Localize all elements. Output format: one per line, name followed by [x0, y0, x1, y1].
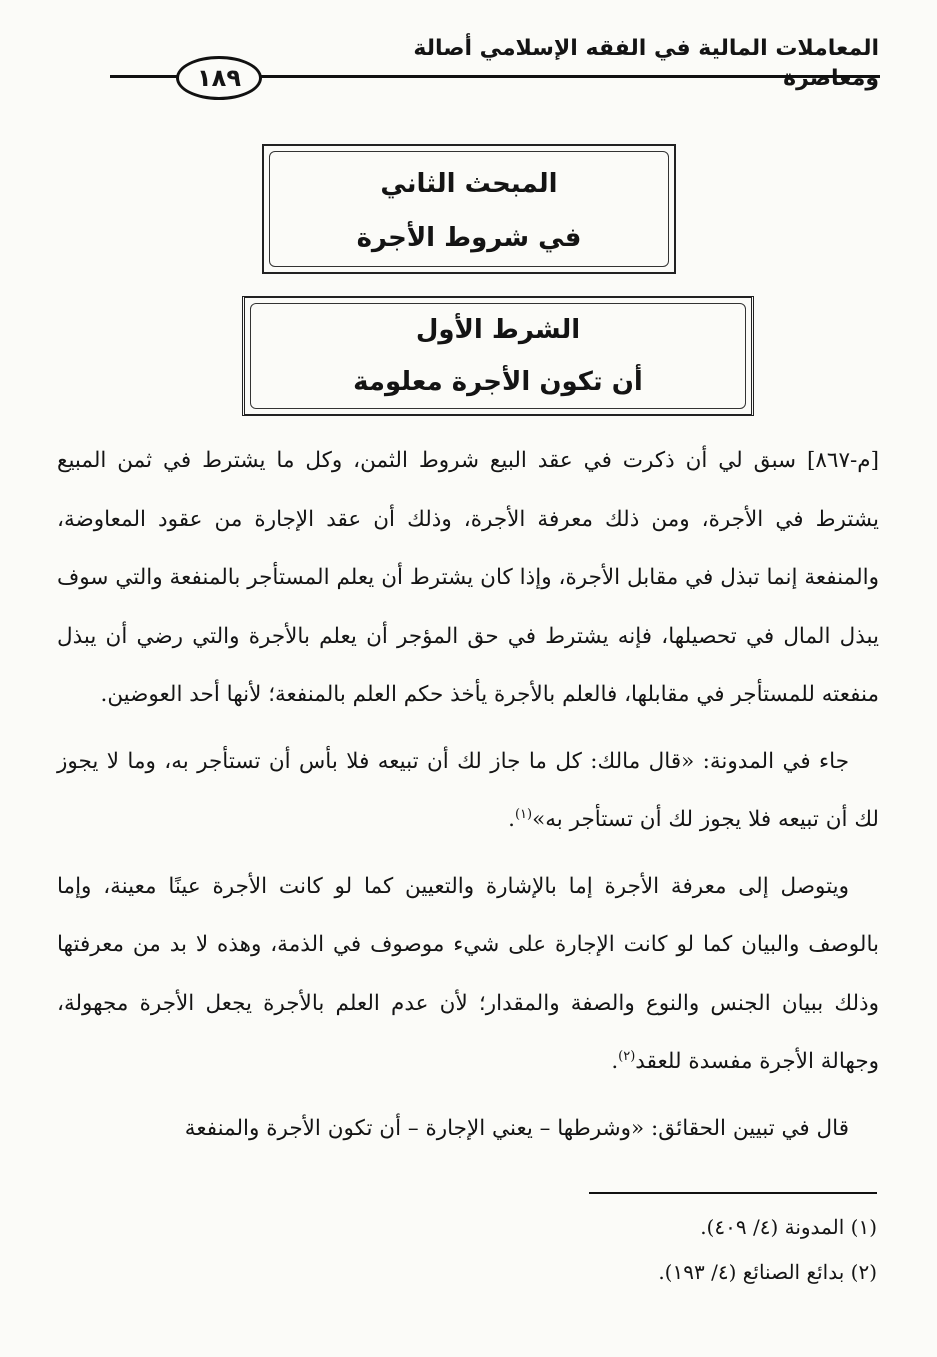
footnote-separator	[589, 1192, 877, 1194]
main-text	[57, 432, 879, 1166]
footnote-2: (٢) بدائع الصنائع (٤/ ١٩٣).	[658, 1260, 877, 1284]
paragraph-2: جاء في المدونة: «قال مالك: كل ما جاز لك أن تبيعه فلا بأس أن تستأجر به، وما لا يجوز لك أن تبيعه فلا يجوز لك أن تستأجر به»$^{(١)}$.	[57, 748, 879, 832]
condition-title-box	[242, 296, 754, 416]
page-number: ١٨٩	[176, 56, 262, 100]
footnote-1: (١) المدونة (٤/ ٤٠٩).	[700, 1215, 877, 1239]
section-title-line-1: المبحث الثاني	[380, 169, 558, 199]
paragraph-4-text: قال في تبيين الحقائق: «وشرطها – يعني الإجارة – أن تكون الأجرة والمنفعة	[184, 1115, 849, 1141]
paragraph-1	[57, 432, 879, 725]
footnote-ref-2: (٢)	[618, 1048, 636, 1064]
condition-title-line-1: الشرط الأول	[415, 315, 581, 345]
footnotes	[277, 1205, 877, 1295]
section-title-line-2: في شروط الأجرة	[356, 223, 582, 253]
paragraph-2-text: جاء في المدونة: «قال مالك: كل ما جاز لك أن تبيعه فلا بأس أن تستأجر به، وما لا يجوز لك أن تبيعه فلا يجوز لك أن تستأجر به»	[57, 748, 879, 832]
paragraph-4	[57, 1100, 879, 1159]
condition-title-line-2: أن تكون الأجرة معلومة	[353, 367, 643, 397]
footnote-ref-1: (١)	[514, 806, 533, 822]
paragraph-3-text: ويتوصل إلى معرفة الأجرة إما بالإشارة والتعيين كما لو كانت الأجرة عينًا معينة، وإما بالوصف والبيان كما لو كانت الإجارة على شيء موصوف في الذمة، وهذه لا بد من معرفتها وذلك ببيان الجنس والنوع والصفة والمقدار؛ لأن عدم العلم بالأجرة يجعل الأجرة مجهولة، وجهالة الأجرة مفسدة للعقد	[57, 873, 879, 1074]
paragraph-3: ويتوصل إلى معرفة الأجرة إما بالإشارة والتعيين كما لو كانت الأجرة عينًا معينة، وإما بالوصف والبيان كما لو كانت الإجارة على شيء موصوف في الذمة، وهذه لا بد من معرفتها وذلك ببيان الجنس والنوع والصفة والمقدار؛ لأن عدم العلم بالأجرة يجعل الأجرة مجهولة، وجهالة الأجرة مفسدة للعقد$^{(٢)}$.	[57, 873, 879, 1074]
running-header-title: المعاملات المالية في الفقه الإسلامي أصالة ومعاصرة	[413, 36, 879, 91]
section-title-box	[262, 144, 676, 274]
paragraph-1-text: [م-٨٦٧] سبق لي أن ذكرت في عقد البيع شروط الثمن، وكل ما يشترط في ثمن المبيع يشترط في الأجرة، ومن ذلك معرفة الأجرة، وذلك أن عقد الإجارة من عقود المعاوضة، والمنفعة إنما تبذل في مقابل الأجرة، وإذا كان يشترط أن يعلم المستأجر بالمنفعة والتي سوف يبذل المال في تحصيلها، فإنه يشترط في حق المؤجر أن يعلم بالأجرة والتي رضي أن يبذل منفعته للمستأجر في مقابلها، فالعلم بالأجرة يأخذ حكم العلم بالمنفعة؛ لأنها أحد العوضين.	[57, 448, 879, 707]
